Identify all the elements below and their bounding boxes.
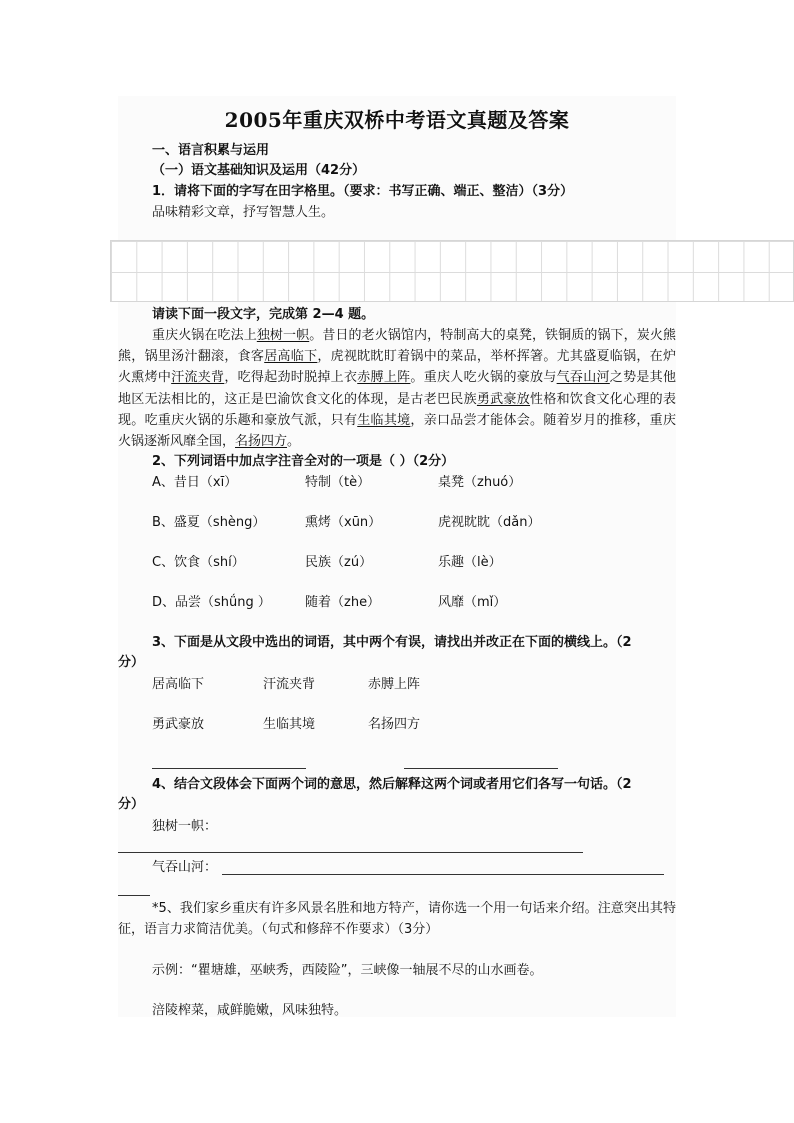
q3-word-2: 汗流夹背 bbox=[263, 677, 316, 692]
q2-option-c2: 民族（zú） bbox=[305, 555, 373, 570]
q3-word-5: 生临其境 bbox=[263, 717, 316, 732]
q2-option-b3: 虎视眈眈（dǎn） bbox=[438, 515, 541, 530]
q2-option-c1: C、饮食（shí） bbox=[152, 555, 245, 570]
q2-option-d2: 随着（zhe） bbox=[305, 595, 381, 610]
q4-answer-line-1[interactable] bbox=[118, 852, 583, 853]
q2-option-a1: A、昔日（xī） bbox=[152, 475, 238, 490]
question-3-cont: 分） bbox=[118, 655, 145, 670]
question-4: 4、结合文段体会下面两个词的意思，然后解释这两个词或者用它们各写一句话。（2 bbox=[152, 777, 632, 792]
question-1: 1．请将下面的字写在田字格里。（要求：书写正确、端正、整洁）（3分） bbox=[152, 184, 574, 199]
q3-answer-line-1[interactable] bbox=[152, 768, 306, 769]
q5-example: 示例：“瞿塘雄，巫峡秀，西陵险”，三峡像一轴展不尽的山水画卷。 bbox=[152, 963, 543, 978]
q4-answer-line-3[interactable] bbox=[118, 895, 150, 896]
q2-option-b1: B、盛夏（shèng） bbox=[152, 515, 266, 530]
q3-word-6: 名扬四方 bbox=[368, 717, 421, 732]
q2-option-a3: 桌凳（zhuó） bbox=[438, 475, 522, 490]
question-2: 2、下列词语中加点字注音全对的一项是（ ）（2分） bbox=[152, 454, 455, 469]
reading-passage: 重庆火锅在吃法上独树一帜。昔日的老火锅馆内，特制高大的桌凳，铁铜质的锅下，炭火熊熊，锅里汤汁翻滚，食客居高临下，虎视眈眈盯着锅中的菜品，举杯挥箸。尤其盛夏临锅，在炉火熏烤中汗流夹背，吃得起劲时脱掉上衣赤膊上阵。重庆人吃火锅的豪放与气吞山河之势是其他地区无法相比的，这正是巴渝饮食文化的体现，是古老巴民族勇武豪放性格和饮食文化心理的表现。吃重庆火锅的乐趣和豪放气派，只有生临其境，亲口品尝才能体会。随着岁月的推移，重庆火锅逐渐风靡全国，名扬四方。 bbox=[118, 328, 676, 450]
q2-option-b2: 熏烤（xūn） bbox=[305, 515, 382, 530]
reading-intro: 请读下面一段文字，完成第 2—4 题。 bbox=[152, 307, 375, 322]
writing-grid[interactable] bbox=[110, 240, 794, 302]
q4-label-1: 独树一帜： bbox=[152, 819, 218, 834]
q3-word-3: 赤膊上阵 bbox=[368, 677, 421, 692]
q3-answer-line-2[interactable] bbox=[404, 768, 558, 769]
q2-option-a2: 特制（tè） bbox=[305, 475, 371, 490]
q2-option-c3: 乐趣（lè） bbox=[438, 555, 502, 570]
q2-option-d1: D、品尝（shǘng ） bbox=[152, 595, 271, 610]
q3-word-4: 勇武豪放 bbox=[152, 717, 205, 732]
q4-label-2: 气吞山河： bbox=[152, 860, 218, 875]
question-1-phrase: 品味精彩文章，抒写智慧人生。 bbox=[152, 205, 335, 220]
question-5: *5、我们家乡重庆有许多风景名胜和地方特产，请你选一个用一句话来介绍。注意突出其特征，语言力求简洁优美。（句式和修辞不作要求）（3分） bbox=[118, 901, 676, 938]
document-title: 2005年重庆双桥中考语文真题及答案 bbox=[224, 108, 570, 132]
subsection-heading: （一）语文基础知识及运用（42分） bbox=[152, 163, 366, 178]
q4-answer-line-2[interactable] bbox=[222, 874, 664, 875]
question-4-cont: 分） bbox=[118, 797, 145, 812]
section-heading: 一、语言积累与运用 bbox=[152, 143, 270, 158]
q2-option-d3: 风靡（mǐ） bbox=[438, 595, 507, 610]
q5-answer: 涪陵榨菜，咸鲜脆嫩，风味独特。 bbox=[152, 1003, 348, 1018]
question-3: 3、下面是从文段中选出的词语，其中两个有误，请找出并改正在下面的横线上。（2 bbox=[152, 635, 632, 650]
q3-word-1: 居高临下 bbox=[152, 677, 205, 692]
